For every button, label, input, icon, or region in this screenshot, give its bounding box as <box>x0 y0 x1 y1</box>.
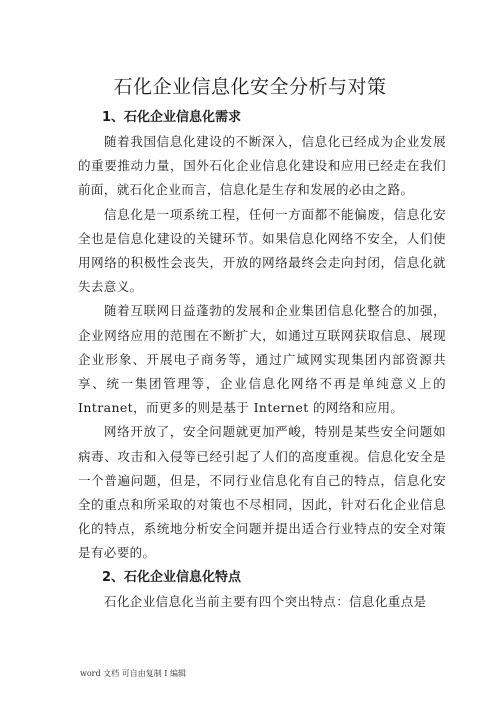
section-heading-2: 2、石化企业信息化特点 <box>102 569 242 585</box>
page-footer: word 文档 可自由复制 I 编辑 <box>80 669 186 678</box>
paragraph: 信息化是一项系统工程，任何一方面都不能偏废，信息化安全也是信息化建设的关键环节。如果信息化网络不安全，人们使用网络的积极性会丧失，开放的网络最终会走向封闭，信息化就失去意义。 <box>78 206 446 295</box>
document-title: 石化企业信息化安全分析与对策 <box>113 76 387 98</box>
paragraph: 网络开放了，安全问题就更加严峻，特别是某些安全问题如病毒、攻击和入侵等已经引起了人们的高度重视。信息化安全是一个普遍问题，但是，不同行业信息化有自己的特点，信息化安全的重点和所采取的对策也不尽相同，因此，针对石化企业信息化的特点，系统地分析安全问题并提出适合行业特点的安全对策是有必要的。 <box>78 424 446 561</box>
paragraph: 随着我国信息化建设的不断深入，信息化已经成为企业发展的重要推动力量，国外石化企业信息化建设和应用已经走在我们前面，就石化企业而言，信息化是生存和发展的必由之路。 <box>78 134 446 198</box>
paragraph: 石化企业信息化当前主要有四个突出特点：信息化重点是 <box>104 593 427 609</box>
paragraph: 随着互联网日益蓬勃的发展和企业集团信息化整合的加强，企业网络应用的范围在不断扩大，如通过互联网获取信息、展现企业形象、开展电子商务等，通过广域网实现集团内部资源共享、统一集团管理等，企业信息化网络不再是单纯意义上的 Intranet，而更多的则是基于 Internet 的网络和应用。 <box>78 303 446 416</box>
document-body <box>78 106 446 614</box>
section-heading-1: 1、石化企业信息化需求 <box>102 110 242 125</box>
